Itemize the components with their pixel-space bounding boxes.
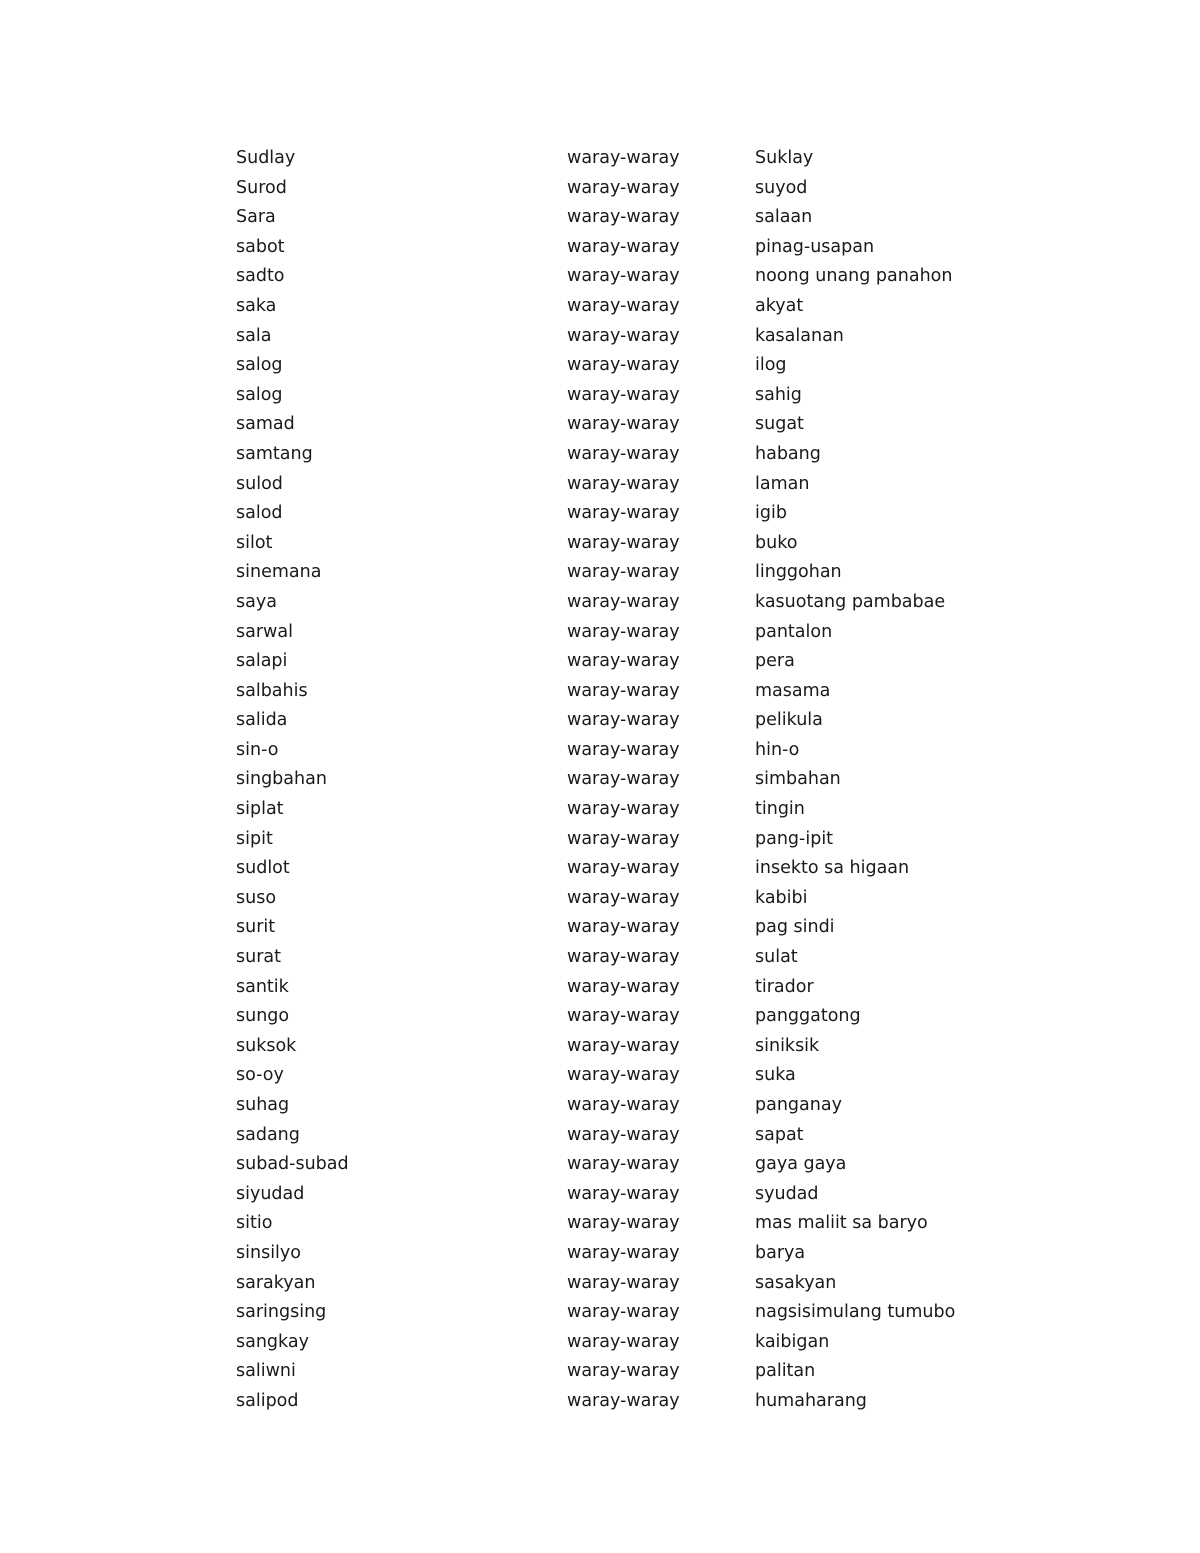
word-row — [236, 943, 996, 973]
word-cell: siplat — [236, 799, 284, 820]
meaning-cell: laman — [755, 473, 810, 494]
word-cell: singbahan — [236, 769, 327, 790]
word-row — [236, 1061, 996, 1091]
meaning-cell: noong unang panahon — [755, 266, 953, 287]
word-cell: salog — [236, 355, 283, 376]
word-row — [236, 440, 996, 470]
word-row — [236, 1002, 996, 1032]
language-cell: waray-waray — [567, 295, 680, 316]
meaning-cell: Suklay — [755, 148, 814, 168]
word-cell: samtang — [236, 443, 313, 464]
word-cell: santik — [236, 976, 289, 997]
language-cell: waray-waray — [567, 236, 680, 257]
word-row — [236, 1298, 996, 1328]
language-cell: waray-waray — [567, 325, 680, 346]
language-cell: waray-waray — [567, 355, 680, 376]
word-row — [236, 973, 996, 1003]
meaning-cell: hin-o — [755, 739, 800, 760]
word-cell: samad — [236, 414, 295, 435]
meaning-cell: nagsisimulang tumubo — [755, 1302, 956, 1323]
word-cell: sulod — [236, 473, 283, 494]
word-cell: sala — [236, 325, 272, 346]
word-cell: Surod — [236, 177, 287, 198]
meaning-cell: barya — [755, 1242, 806, 1263]
word-row — [236, 144, 996, 174]
language-cell: waray-waray — [567, 591, 680, 612]
language-cell: waray-waray — [567, 384, 680, 405]
word-row — [236, 1269, 996, 1299]
word-row — [236, 1121, 996, 1151]
word-row — [236, 913, 996, 943]
language-cell: waray-waray — [567, 1272, 680, 1293]
word-row — [236, 1387, 996, 1417]
meaning-cell: pantalon — [755, 621, 833, 642]
meaning-cell: kasalanan — [755, 325, 844, 346]
language-cell: waray-waray — [567, 828, 680, 849]
word-cell: Sudlay — [236, 148, 296, 168]
word-row — [236, 529, 996, 559]
meaning-cell: kasuotang pambabae — [755, 591, 946, 612]
word-row — [236, 854, 996, 884]
word-row — [236, 736, 996, 766]
word-row — [236, 351, 996, 381]
word-row — [236, 1209, 996, 1239]
word-cell: suso — [236, 887, 277, 908]
word-cell: sabot — [236, 236, 285, 257]
word-cell: saringsing — [236, 1302, 327, 1323]
language-cell: waray-waray — [567, 651, 680, 672]
language-cell: waray-waray — [567, 443, 680, 464]
language-cell: waray-waray — [567, 562, 680, 583]
word-cell: salapi — [236, 651, 288, 672]
word-cell: sin-o — [236, 739, 279, 760]
word-list-table — [236, 144, 996, 1417]
word-cell: salipod — [236, 1390, 299, 1411]
word-cell: siyudad — [236, 1183, 305, 1204]
word-cell: subad-subad — [236, 1154, 349, 1175]
word-row — [236, 499, 996, 529]
meaning-cell: buko — [755, 532, 798, 553]
word-row — [236, 884, 996, 914]
meaning-cell: siniksik — [755, 1035, 820, 1056]
word-cell: sangkay — [236, 1331, 309, 1352]
meaning-cell: panggatong — [755, 1006, 861, 1027]
word-row — [236, 677, 996, 707]
meaning-cell: pang-ipit — [755, 828, 834, 849]
word-cell: sudlot — [236, 858, 290, 879]
language-cell: waray-waray — [567, 1154, 680, 1175]
language-cell: waray-waray — [567, 503, 680, 524]
word-cell: saka — [236, 295, 277, 316]
language-cell: waray-waray — [567, 917, 680, 938]
word-cell: salbahis — [236, 680, 308, 701]
meaning-cell: panganay — [755, 1095, 842, 1115]
language-cell: waray-waray — [567, 1035, 680, 1056]
language-cell: waray-waray — [567, 680, 680, 701]
word-cell: salog — [236, 384, 283, 405]
word-row — [236, 203, 996, 233]
meaning-cell: habang — [755, 443, 821, 464]
meaning-cell: ilog — [755, 355, 787, 376]
word-cell: sitio — [236, 1213, 273, 1234]
language-cell: waray-waray — [567, 414, 680, 435]
meaning-cell: sahig — [755, 384, 802, 405]
language-cell: waray-waray — [567, 1006, 680, 1027]
word-cell: Sara — [236, 207, 276, 228]
word-cell: so-oy — [236, 1065, 284, 1086]
language-cell: waray-waray — [567, 1390, 680, 1411]
meaning-cell: pinag-usapan — [755, 236, 875, 257]
meaning-cell: igib — [755, 503, 787, 524]
language-cell: waray-waray — [567, 1213, 680, 1234]
word-row — [236, 1150, 996, 1180]
word-cell: sarakyan — [236, 1272, 316, 1293]
meaning-cell: mas maliit sa baryo — [755, 1213, 928, 1234]
word-row — [236, 1032, 996, 1062]
word-row — [236, 1357, 996, 1387]
meaning-cell: suka — [755, 1065, 796, 1086]
word-row — [236, 765, 996, 795]
word-cell: salod — [236, 503, 283, 524]
word-row — [236, 706, 996, 736]
language-cell: waray-waray — [567, 1065, 680, 1086]
word-cell: sinemana — [236, 562, 322, 583]
word-cell: surat — [236, 947, 281, 968]
language-cell: waray-waray — [567, 1124, 680, 1145]
meaning-cell: kaibigan — [755, 1331, 830, 1352]
word-cell: sarwal — [236, 621, 293, 642]
meaning-cell: sulat — [755, 947, 798, 968]
meaning-cell: gaya gaya — [755, 1154, 847, 1175]
language-cell: waray-waray — [567, 1302, 680, 1323]
word-cell: suhag — [236, 1095, 290, 1115]
language-cell: waray-waray — [567, 621, 680, 642]
language-cell: waray-waray — [567, 710, 680, 731]
meaning-cell: insekto sa higaan — [755, 858, 910, 879]
language-cell: waray-waray — [567, 1183, 680, 1204]
meaning-cell: tirador — [755, 976, 814, 997]
language-cell: waray-waray — [567, 473, 680, 494]
word-row — [236, 174, 996, 204]
meaning-cell: sasakyan — [755, 1272, 837, 1293]
word-row — [236, 381, 996, 411]
language-cell: waray-waray — [567, 207, 680, 228]
word-row — [236, 410, 996, 440]
language-cell: waray-waray — [567, 532, 680, 553]
meaning-cell: pera — [755, 651, 795, 672]
meaning-cell: akyat — [755, 295, 804, 316]
word-row — [236, 588, 996, 618]
language-cell: waray-waray — [567, 266, 680, 287]
word-row — [236, 292, 996, 322]
meaning-cell: palitan — [755, 1361, 816, 1382]
word-cell: suksok — [236, 1035, 297, 1056]
language-cell: waray-waray — [567, 858, 680, 879]
language-cell: waray-waray — [567, 769, 680, 790]
meaning-cell: suyod — [755, 177, 808, 198]
word-row — [236, 1328, 996, 1358]
meaning-cell: kabibi — [755, 887, 808, 908]
language-cell: waray-waray — [567, 1242, 680, 1263]
language-cell: waray-waray — [567, 1361, 680, 1382]
word-cell: saliwni — [236, 1361, 296, 1382]
word-cell: sadang — [236, 1124, 300, 1145]
word-cell: saya — [236, 591, 277, 612]
language-cell: waray-waray — [567, 148, 680, 168]
meaning-cell: salaan — [755, 207, 813, 228]
word-row — [236, 262, 996, 292]
language-cell: waray-waray — [567, 1331, 680, 1352]
meaning-cell: linggohan — [755, 562, 842, 583]
word-cell: sinsilyo — [236, 1242, 301, 1263]
word-row — [236, 558, 996, 588]
word-row — [236, 618, 996, 648]
meaning-cell: syudad — [755, 1183, 819, 1204]
word-row — [236, 1239, 996, 1269]
meaning-cell: simbahan — [755, 769, 841, 790]
word-row — [236, 825, 996, 855]
language-cell: waray-waray — [567, 947, 680, 968]
language-cell: waray-waray — [567, 739, 680, 760]
meaning-cell: sapat — [755, 1124, 804, 1145]
word-row — [236, 233, 996, 263]
language-cell: waray-waray — [567, 976, 680, 997]
word-cell: surit — [236, 917, 276, 938]
language-cell: waray-waray — [567, 1095, 680, 1115]
word-cell: silot — [236, 532, 273, 553]
language-cell: waray-waray — [567, 887, 680, 908]
word-row — [236, 1091, 996, 1121]
meaning-cell: pag sindi — [755, 917, 835, 938]
word-row — [236, 322, 996, 352]
word-cell: sadto — [236, 266, 285, 287]
language-cell: waray-waray — [567, 177, 680, 198]
meaning-cell: masama — [755, 680, 831, 701]
word-row — [236, 470, 996, 500]
meaning-cell: sugat — [755, 414, 804, 435]
word-cell: sungo — [236, 1006, 290, 1027]
word-cell: salida — [236, 710, 288, 731]
word-row — [236, 1180, 996, 1210]
word-row — [236, 795, 996, 825]
word-cell: sipit — [236, 828, 273, 849]
meaning-cell: humaharang — [755, 1390, 867, 1411]
meaning-cell: tingin — [755, 799, 805, 820]
word-row — [236, 647, 996, 677]
meaning-cell: pelikula — [755, 710, 823, 731]
language-cell: waray-waray — [567, 799, 680, 820]
